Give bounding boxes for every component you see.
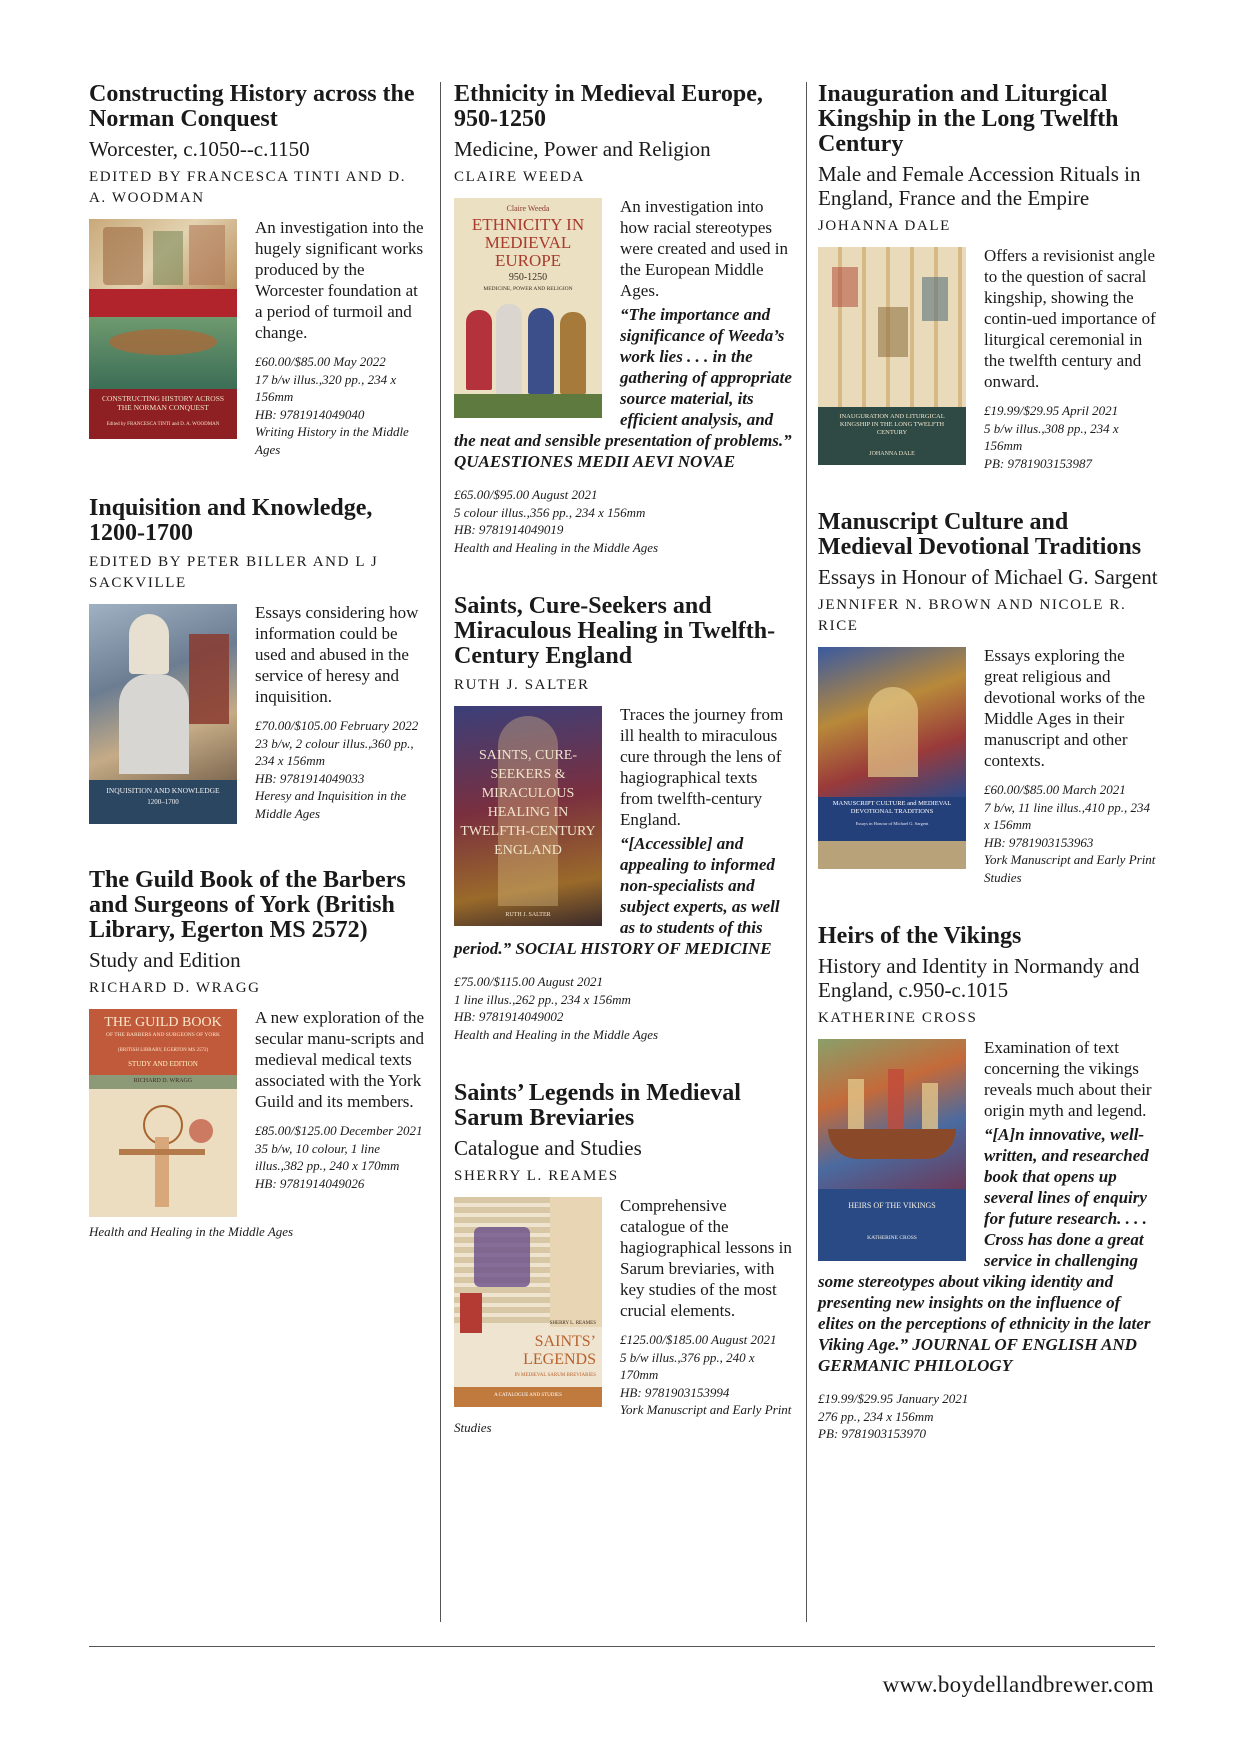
cover-title: SAINTS, CURE-SEEKERS & MIRACULOUS HEALING IN TWELFTH-CENTURY ENGLAND [460,748,596,858]
book-title: Saints’ Legends in Medieval Sarum Breviaries [454,1080,741,1131]
book-title: Heirs of the Vikings [818,923,1022,949]
book-cover-image[interactable] [89,604,237,824]
book-author: SHERRY L. REAMES [454,1168,619,1184]
book-series: Health and Healing in the Middle Ages [454,539,659,555]
book-title: Ethnicity in Medieval Europe, 950-1250 [454,81,763,132]
cover-years: 1200–1700 [147,798,179,806]
book-title: Manuscript Culture and Medieval Devotional Traditions [818,509,1142,560]
cover-title: INAUGURATION AND LITURGICAL KINGSHIP IN THE LONG TWELFTH CENTURY [839,413,945,436]
book-review-quote: “The importance and significance of Weeda’s work lies . . . in the gathering of appropriate source material, its efficient analysis, and the neat and sensible presentation of problems.” QUAESTIONES MEDII AEVI NOVAE [454,305,792,471]
book-description: Traces the journey from ill health to miraculous cure through the lens of hagiographical texts from twelfth-century England. [620,705,784,829]
book-cover-image[interactable] [89,219,237,439]
book-format: 7 b/w, 11 line illus.,410 pp., 234 x 156mm [984,799,1150,832]
book-author: JOHANNA DALE [818,218,951,234]
book-subtitle: Study and Edition [89,948,241,972]
book-entry [454,594,792,1043]
cover-subtitle: IN MEDIEVAL SARUM BREVIARIES [514,1373,596,1378]
cover-editors: Edited by FRANCESCA TINTI and D. A. WOODMAN [106,422,220,427]
book-series: York Manuscript and Early Print Studies [984,852,1156,885]
book-author: EDITED BY PETER BILLER AND L J SACKVILLE [89,554,379,591]
cover-author: JOHANNA DALE [869,451,915,457]
book-subtitle: Male and Female Accession Rituals in England, France and the Empire [818,162,1141,210]
book-format: 17 b/w illus.,320 pp., 234 x 156mm [255,371,397,404]
book-title: Constructing History across the Norman Conquest [89,81,415,132]
cover-edition: STUDY AND EDITION [128,1060,198,1068]
book-isbn: HB: 9781914049019 [454,522,564,537]
book-cover-image[interactable] [89,1009,237,1217]
book-price: £65.00/$95.00 August 2021 [454,487,598,502]
book-format: 23 b/w, 2 colour illus.,360 pp., 234 x 156mm [255,735,414,768]
book-isbn: PB: 9781903153987 [984,455,1092,471]
book-author: EDITED BY FRANCESCA TINTI AND D. A. WOODMAN [89,169,407,206]
book-isbn: HB: 9781914049033 [255,770,365,786]
book-isbn: HB: 9781914049002 [454,1009,564,1024]
cover-author: RICHARD D. WRAGG [133,1078,193,1084]
book-cover-image[interactable] [818,247,966,465]
book-cover-image[interactable] [454,198,602,418]
book-format: 1 line illus.,262 pp., 234 x 156mm [454,991,631,1007]
cover-author: Claire Weeda [506,204,550,213]
book-entry [454,82,792,556]
book-price: £60.00/$85.00 May 2022 [255,354,386,369]
book-price: £19.99/$29.95 April 2021 [984,403,1119,418]
book-author: RICHARD D. WRAGG [89,980,261,996]
cover-title: INQUISITION AND KNOWLEDGE [106,786,220,795]
cover-subtitle: OF THE BARBERS AND SURGEONS OF YORK [106,1032,220,1038]
book-entry [818,510,1158,886]
cover-subtitle: Essays in Honour of Michael G. Sargent [855,821,929,826]
book-description: A new exploration of the secular manu-scripts and medieval medical texts associated with the York Guild and its members. [255,1008,425,1111]
book-subtitle: Medicine, Power and Religion [454,137,711,161]
book-cover-image[interactable] [818,647,966,869]
book-format: 35 b/w, 10 colour, 1 line illus.,382 pp., 240 x 170mm [255,1140,400,1173]
book-isbn: HB: 9781914049026 [255,1175,365,1191]
book-price: £75.00/$115.00 August 2021 [454,974,604,989]
book-author: JENNIFER N. BROWN AND NICOLE R. RICE [818,597,1127,634]
book-description: An investigation into the hugely significant works produced by the Worcester foundation at a period of turmoil and change. [255,218,424,342]
book-cover-image[interactable] [454,706,602,926]
book-isbn: PB: 9781903153970 [818,1426,926,1441]
book-details [454,486,792,556]
book-description: Examination of text concerning the vikings reveals much about their origin myth and legend. [984,1038,1152,1120]
book-entry [818,82,1158,472]
book-price: £60.00/$85.00 March 2021 [984,782,1126,797]
book-format: 5 colour illus.,356 pp., 234 x 156mm [454,504,646,520]
cover-author: SHERRY L. REAMES [549,1321,596,1326]
column-divider [440,82,441,1622]
book-title: Inauguration and Liturgical Kingship in the Long Twelfth Century [818,81,1119,157]
book-description: Essays exploring the great religious and devotional works of the Middle Ages in their manuscript and other contexts. [984,646,1145,770]
book-price: £85.00/$125.00 December 2021 [255,1123,423,1138]
column-divider [806,82,807,1622]
book-isbn: HB: 9781914049040 [255,406,365,422]
cover-author: KATHERINE CROSS [867,1235,917,1241]
column-middle [454,82,792,1474]
book-author: RUTH J. SALTER [454,677,590,693]
book-price: £125.00/$185.00 August 2021 [620,1332,777,1347]
book-description: Comprehensive catalogue of the hagiographical lessons in Sarum breviaries, with key studies of the most crucial elements. [620,1196,792,1320]
book-entry [818,924,1158,1443]
cover-title: ETHNICITY IN MEDIEVAL EUROPE [471,215,585,270]
book-author: CLAIRE WEEDA [454,169,585,185]
book-series: Health and Healing in the Middle Ages [89,1224,294,1239]
book-title: The Guild Book of the Barbers and Surgeons of York (British Library, Egerton MS 2572) [89,867,406,943]
book-price: £19.99/$29.95 January 2021 [818,1391,969,1406]
book-format: 5 b/w illus.,308 pp., 234 x 156mm [984,420,1119,453]
book-format: 5 b/w illus.,376 pp., 240 x 170mm [620,1349,755,1382]
book-description: Essays considering how information could be used and abused in the service of heresy and inquisition. [255,603,419,706]
cover-title: THE GUILD BOOK [104,1015,222,1030]
book-review-quote: “[Accessible] and appealing to informed non-specialists and subject experts, as well as to students of this period.” SOCIAL HISTORY OF MEDICINE [454,834,780,958]
book-subtitle: Catalogue and Studies [454,1136,642,1160]
cover-manuscript: (BRITISH LIBRARY, EGERTON MS 2572) [117,1048,209,1053]
book-series: Health and Healing in the Middle Ages [454,1026,659,1042]
column-right [818,82,1158,1481]
cover-title: MANUSCRIPT CULTURE and MEDIEVAL DEVOTIONAL TRADITIONS [832,800,952,815]
book-series: York Manuscript and Early Print Studies [454,1402,792,1435]
book-isbn: HB: 9781903153963 [984,834,1094,850]
book-price: £70.00/$105.00 February 2022 [255,718,419,733]
cover-title: SAINTS’ LEGENDS [523,1333,596,1368]
publisher-website-link[interactable]: www.boydellandbrewer.com [882,1672,1154,1697]
cover-tagline: A CATALOGUE AND STUDIES [494,1393,562,1398]
book-isbn: HB: 9781903153994 [620,1384,730,1400]
book-description: Offers a revisionist angle to the question of sacral kingship, showing the contin-ued importance of liturgical ceremonial in the twelfth century and onward. [984,246,1156,391]
book-format: 276 pp., 234 x 156mm [818,1408,934,1424]
cover-author: RUTH J. SALTER [505,912,551,918]
book-subtitle: Essays in Honour of Michael G. Sargent [818,565,1158,589]
book-entry [89,82,427,458]
book-series: Heresy and Inquisition in the Middle Ages [255,788,407,821]
book-entry [89,496,427,830]
book-details [454,973,792,1043]
book-subtitle: History and Identity in Normandy and England, c.950-c.1015 [818,954,1140,1002]
book-author: KATHERINE CROSS [818,1010,978,1026]
cover-years: 950-1250 [508,272,548,283]
book-details [818,1390,1158,1443]
column-left [89,82,427,1279]
book-title: Saints, Cure-Seekers and Miraculous Healing in Twelfth-Century England [454,593,776,669]
book-entry [89,868,427,1241]
cover-title: CONSTRUCTING HISTORY ACROSS THE NORMAN CONQUEST [101,394,225,412]
cover-subtitle: MEDICINE, POWER AND RELIGION [483,286,573,292]
book-series: Writing History in the Middle Ages [255,424,409,457]
book-cover-image[interactable] [818,1039,966,1261]
book-title: Inquisition and Knowledge, 1200-1700 [89,495,373,546]
book-description: An investigation into how racial stereotypes were created and used in the European Middle Ages. [620,197,789,300]
book-entry [454,1081,792,1436]
book-review-quote: “[A]n innovative, well-written, and researched book that opens up several lines of enquiry for future research. . . . Cross has done a great service in challenging some stereotypes about viking identity and presenting new insights on the influence of elites on the perceptions of ethnicity in the later Viking Age.” JOURNAL OF ENGLISH AND GERMANIC PHILOLOGY [818,1125,1151,1375]
book-subtitle: Worcester, c.1050--c.1150 [89,137,310,161]
footer-divider [89,1646,1155,1647]
book-cover-image[interactable] [454,1197,602,1407]
cover-title: HEIRS OF THE VIKINGS [848,1201,936,1210]
